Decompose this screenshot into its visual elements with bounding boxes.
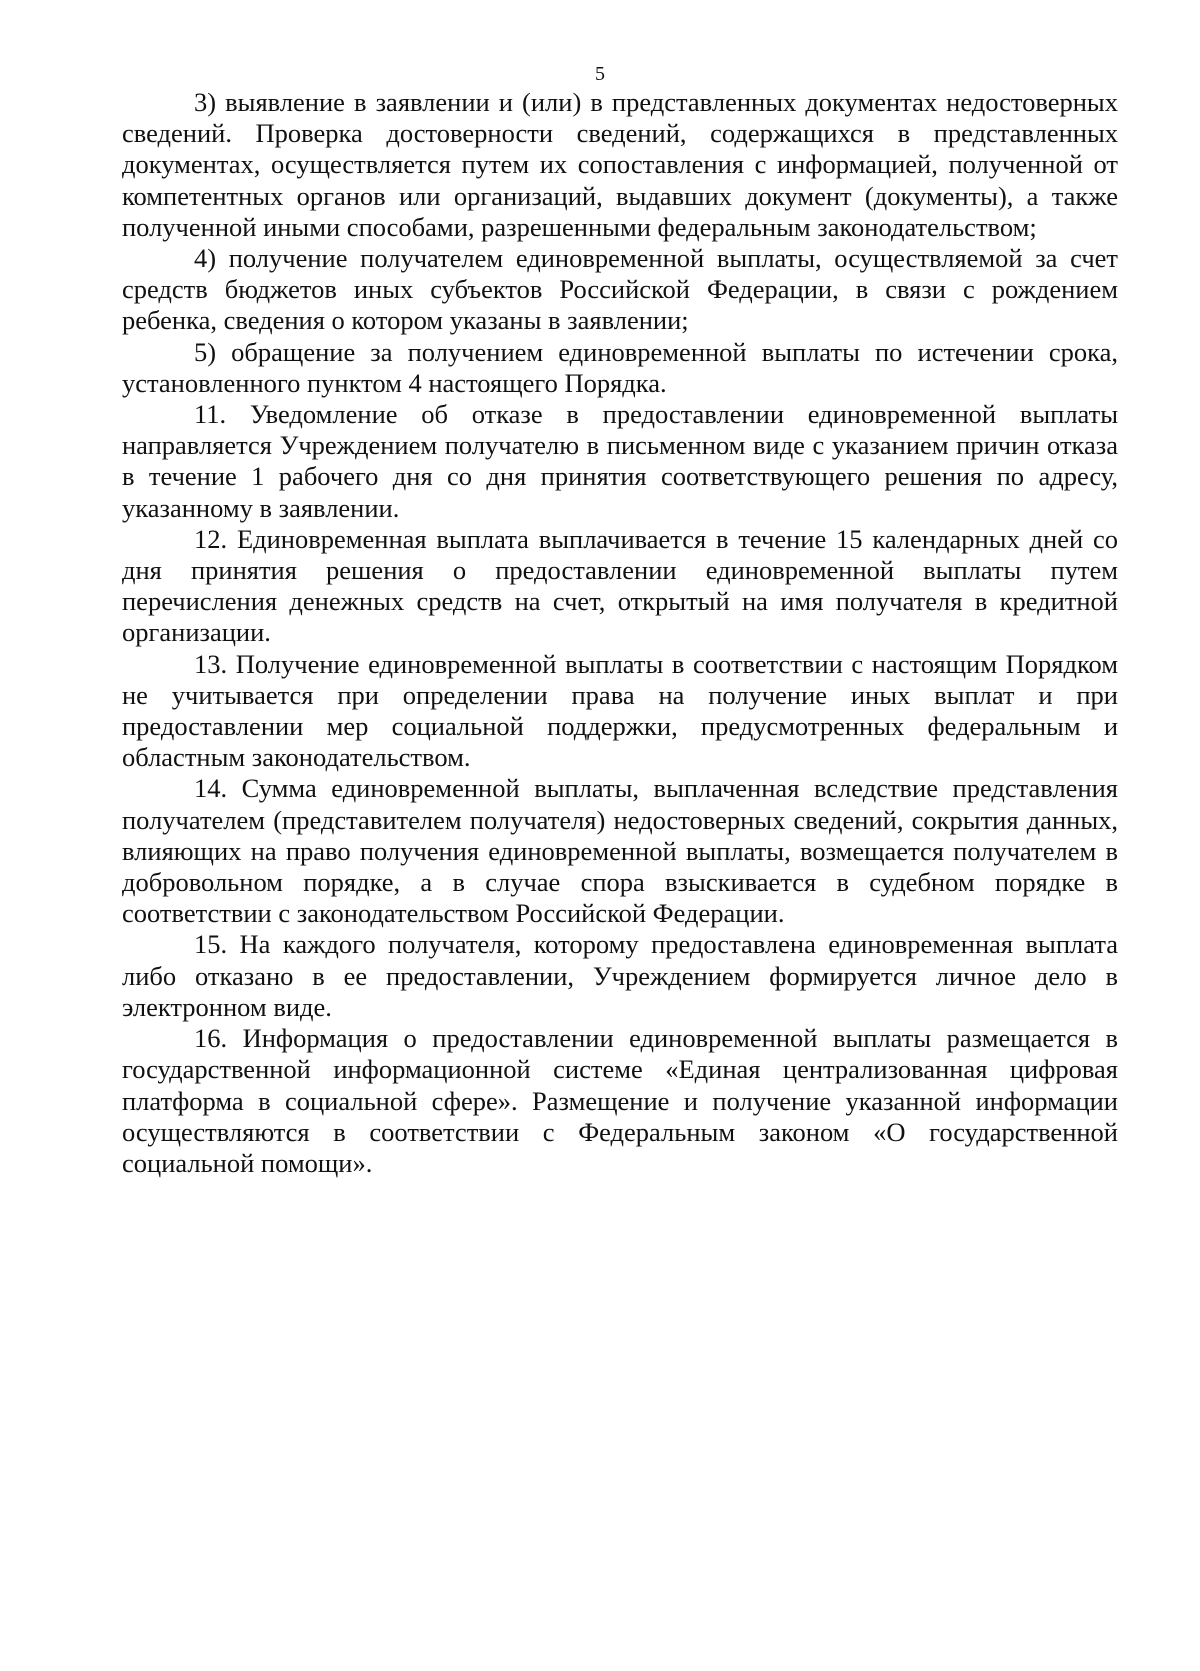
document-body: [122, 87, 1118, 1179]
paragraph-clause-13: 13. Получение единовременной выплаты в соответствии с настоящим Порядком не учитывается при определении права на получение иных выплат и при предоставлении мер социальной поддержки, предусмотренных федеральным и областным законодательством.: [122, 648, 1118, 773]
page-number: 5: [595, 63, 605, 85]
paragraph-clause-16: 16. Информация о предоставлении единовременной выплаты размещается в государственной информационной системе «Единая централизованная цифровая платформа в социальной сфере». Размещение и получение указанной информации осуществляются в соответствии с Федеральным законом «О государственной социальной помощи».: [122, 1023, 1118, 1178]
paragraph-clause-12: 12. Единовременная выплата выплачивается в течение 15 календарных дней со дня принятия решения о предоставлении единовременной выплаты путем перечисления денежных средств на счет, открытый на имя получателя в кредитной организации.: [122, 523, 1118, 648]
paragraph-item-3: 3) выявление в заявлении и (или) в представленных документах недостоверных сведений. Проверка достоверности сведений, содержащихся в представленных документах, осуществляется путем их сопоставления с информацией, полученной от компетентных органов или организаций, выдавших документ (документы), а также полученной иными способами, разрешенными федеральным законодательством;: [122, 87, 1118, 242]
paragraph-clause-11: 11. Уведомление об отказе в предоставлении единовременной выплаты направляется Учреждением получателю в письменном виде с указанием причин отказа в течение 1 рабочего дня со дня принятия соответствующего решения по адресу, указанному в заявлении.: [122, 399, 1118, 523]
paragraph-item-5: 5) обращение за получением единовременной выплаты по истечении срока, установленного пунктом 4 настоящего Порядка.: [122, 336, 1118, 398]
paragraph-item-4: 4) получение получателем единовременной выплаты, осуществляемой за счет средств бюджетов иных субъектов Российской Федерации, в связи с рождением ребенка, сведения о котором указаны в заявлении;: [122, 243, 1118, 336]
paragraph-clause-14: 14. Сумма единовременной выплаты, выплаченная вследствие представления получателем (представителем получателя) недостоверных сведений, сокрытия данных, влияющих на право получения единовременной выплаты, возмещается получателем в добровольном порядке, а в случае спора взыскивается в судебном порядке в соответствии с законодательством Российской Федерации.: [122, 773, 1118, 929]
paragraph-clause-15: 15. На каждого получателя, которому предоставлена единовременная выплата либо отказано в ее предоставлении, Учреждением формируется личное дело в электронном виде.: [122, 929, 1118, 1022]
